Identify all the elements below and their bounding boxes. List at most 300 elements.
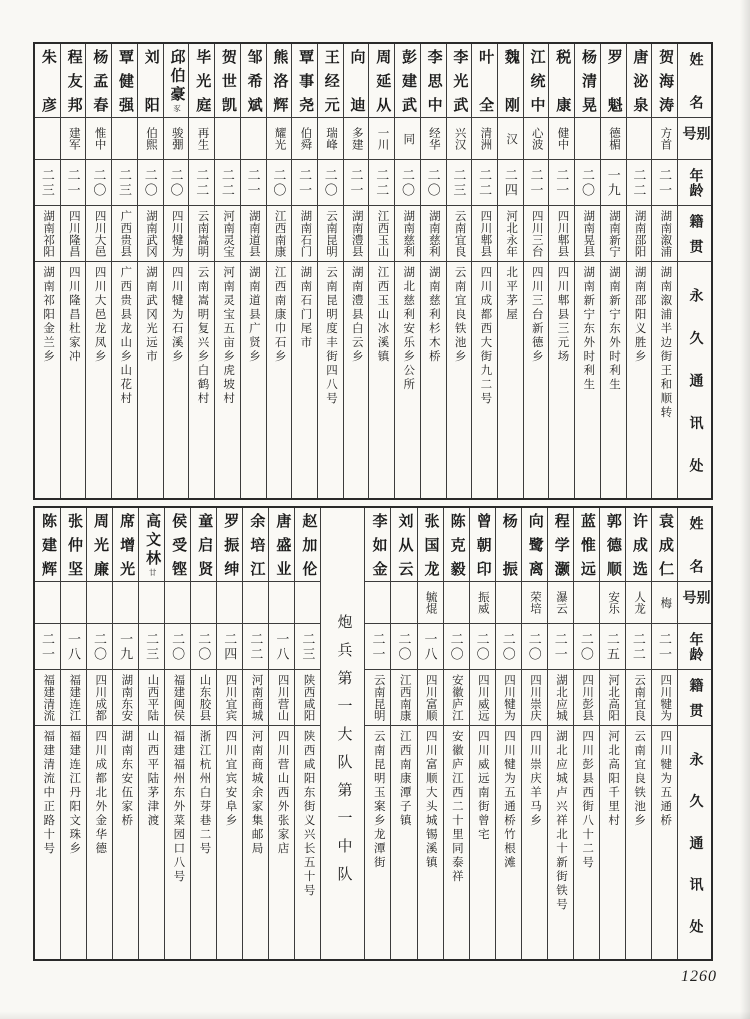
person-origin: 四川宜宾 [224, 674, 237, 721]
address-cell [627, 262, 652, 498]
address-cell [421, 262, 446, 498]
address-cell [295, 726, 320, 959]
origin-cell [165, 670, 190, 726]
person-name: 向迪 [348, 49, 365, 112]
person-address: 四川三台新德乡 [530, 266, 543, 364]
origin-cell [470, 670, 495, 726]
person-origin: 河北永年 [505, 210, 518, 257]
person-origin: 云南宜良 [633, 674, 646, 721]
person-name: 李光武 [451, 49, 468, 112]
person-age: 二一 [552, 631, 568, 662]
age-cell [470, 624, 495, 670]
person-name: 江统中 [528, 49, 545, 112]
name-cell [447, 44, 472, 118]
person-address: 四川成都北外金华德 [94, 730, 107, 856]
person-origin: 湖南东安 [120, 674, 133, 721]
alias-cell [61, 582, 86, 624]
person-address: 云南宜良铁池乡 [633, 730, 646, 828]
person-origin: 云南昆明 [372, 674, 385, 721]
address-cell [215, 262, 240, 498]
address-cell [292, 262, 317, 498]
age-cell [61, 160, 86, 206]
person-column [111, 44, 137, 498]
person-column [574, 44, 600, 498]
person-alias: 惟中 [93, 127, 106, 150]
address-cell [626, 726, 651, 959]
origin-cell [217, 670, 242, 726]
address-cell [138, 262, 163, 498]
person-origin: 四川犍为 [502, 674, 515, 721]
alias-cell [35, 118, 60, 160]
person-age: 二一 [297, 167, 313, 198]
person-name: 罗魁 [605, 49, 622, 112]
column-header-cell [678, 206, 711, 262]
age-cell [652, 160, 677, 206]
person-origin: 河南商城 [250, 674, 263, 721]
person-age: 二一 [245, 167, 261, 198]
origin-cell [61, 670, 86, 726]
alias-cell [191, 582, 216, 624]
origin-cell [627, 206, 652, 262]
person-alias: 瑞峰 [325, 127, 338, 150]
person-origin: 湖南澧县 [350, 210, 363, 257]
person-alias: 心波 [530, 127, 543, 150]
person-column [188, 44, 214, 498]
person-name: 童启贤 [196, 513, 213, 576]
address-cell [189, 262, 214, 498]
alias-cell [574, 582, 599, 624]
person-name: 税康 [554, 49, 571, 112]
person-name: 周延从 [374, 49, 391, 112]
origin-cell [369, 206, 394, 262]
alias-cell [241, 118, 266, 160]
person-age: 二〇 [322, 167, 338, 198]
alias-cell [113, 582, 138, 624]
person-name: 许成选 [630, 513, 647, 576]
person-address: 四川崇庆羊马乡 [528, 730, 541, 828]
alias-cell [496, 582, 521, 624]
name-cell [365, 508, 390, 582]
age-cell [139, 624, 164, 670]
alias-cell [369, 118, 394, 160]
address-cell [35, 262, 60, 498]
person-name: 席增光 [118, 513, 135, 576]
name-cell [269, 508, 294, 582]
person-column [190, 508, 216, 959]
age-cell [365, 624, 390, 670]
person-column [216, 508, 242, 959]
person-name: 陈克毅 [448, 513, 465, 576]
person-age: 二〇 [91, 167, 107, 198]
origin-cell [318, 206, 343, 262]
age-cell [292, 160, 317, 206]
name-cell [601, 44, 626, 118]
address-cell [601, 262, 626, 498]
address-cell [574, 726, 599, 959]
person-name: 余培江 [248, 513, 265, 576]
name-cell [113, 508, 138, 582]
person-alias: 德楣 [607, 127, 620, 150]
origin-cell [524, 206, 549, 262]
person-origin: 河北高阳 [607, 674, 620, 721]
origin-cell [241, 206, 266, 262]
origin-cell [267, 206, 292, 262]
person-origin: 湖南晃县 [582, 210, 595, 257]
name-cell [498, 44, 523, 118]
person-age: 二〇 [448, 631, 464, 662]
person-origin: 四川成都 [94, 674, 107, 721]
person-age: 二一 [657, 167, 673, 198]
address-cell [241, 262, 266, 498]
address-cell [369, 262, 394, 498]
person-address: 云南昆明玉案乡龙潭街 [372, 730, 385, 870]
person-origin: 云南嵩明 [196, 210, 209, 257]
address-cell [35, 726, 60, 959]
person-address: 湖北慈利安乐乡公所 [402, 266, 415, 392]
alias-cell [391, 582, 416, 624]
origin-cell [112, 206, 137, 262]
alias-cell [35, 582, 60, 624]
alias-cell [365, 582, 390, 624]
person-age: 二三 [144, 631, 160, 662]
column-header-cell [678, 624, 711, 670]
person-origin: 湖南溆浦 [659, 210, 672, 257]
person-column [548, 44, 574, 498]
origin-cell [447, 206, 472, 262]
person-address: 浙江杭州白芽巷二号 [198, 730, 211, 856]
address-cell [87, 726, 112, 959]
person-origin: 四川威远 [476, 674, 489, 721]
name-cell [575, 44, 600, 118]
age-cell [269, 624, 294, 670]
address-cell [86, 262, 111, 498]
alias-cell [267, 118, 292, 160]
person-address: 湖北应城卢兴祥北十新街铁号 [555, 730, 568, 912]
person-alias: 建军 [67, 127, 80, 150]
alias-cell [470, 582, 495, 624]
person-age: 二四 [222, 631, 238, 662]
origin-cell [496, 670, 521, 726]
person-age: 二一 [656, 631, 672, 662]
person-column [60, 44, 86, 498]
address-cell [498, 262, 523, 498]
person-alias: 多建 [350, 127, 363, 150]
person-address: 四川隆昌杜家冲 [67, 266, 80, 364]
age-cell [217, 624, 242, 670]
person-address: 云南宜良铁池乡 [453, 266, 466, 364]
age-cell [189, 160, 214, 206]
alias-cell [395, 118, 420, 160]
age-cell [601, 160, 626, 206]
column-header-cell [678, 160, 711, 206]
person-address: 湖南慈利杉木桥 [427, 266, 440, 364]
person-address: 广西贵县龙山乡山花村 [119, 266, 132, 406]
person-alias: 毓焜 [424, 591, 437, 614]
person-alias: 经华 [427, 127, 440, 150]
origin-cell [113, 670, 138, 726]
person-alias: 人龙 [633, 591, 646, 614]
address-cell [267, 262, 292, 498]
person-age: 二〇 [168, 167, 184, 198]
name-cell [627, 44, 652, 118]
person-age: 一八 [274, 631, 290, 662]
roster-table-top [33, 42, 713, 500]
alias-cell [522, 582, 547, 624]
person-column [112, 508, 138, 959]
address-cell [61, 726, 86, 959]
address-cell [470, 726, 495, 959]
person-age: 二二 [477, 167, 493, 198]
person-age: 二二 [374, 167, 390, 198]
name-cell [87, 508, 112, 582]
person-column [390, 508, 416, 959]
person-name: 刘从云 [396, 513, 413, 576]
person-origin: 四川营山 [276, 674, 289, 721]
person-age: 二〇 [526, 631, 542, 662]
age-cell [391, 624, 416, 670]
name-cell [549, 44, 574, 118]
roster-tables [33, 42, 713, 961]
name-annotation: 豕 [172, 104, 182, 112]
name-cell [292, 44, 317, 118]
address-cell [139, 726, 164, 959]
person-name: 向鹭离 [526, 513, 543, 576]
name-cell [652, 508, 677, 582]
alias-cell [626, 582, 651, 624]
age-cell [626, 624, 651, 670]
age-cell [444, 624, 469, 670]
age-cell [191, 624, 216, 670]
origin-cell [344, 206, 369, 262]
origin-cell [444, 670, 469, 726]
person-age: 二〇 [578, 631, 594, 662]
alias-cell [295, 582, 320, 624]
person-alias: 方首 [659, 127, 672, 150]
person-column [291, 44, 317, 498]
person-address: 河南商城余家集邮局 [250, 730, 263, 856]
alias-cell [444, 582, 469, 624]
address-cell [548, 726, 573, 959]
origin-cell [391, 670, 416, 726]
person-age: 二〇 [396, 631, 412, 662]
person-origin: 湖南祁阳 [42, 210, 55, 257]
person-address: 山西平陆茅津渡 [146, 730, 159, 828]
column-header: 籍贯 [687, 214, 703, 253]
address-cell [496, 726, 521, 959]
alias-cell [498, 118, 523, 160]
person-column [417, 508, 443, 959]
person-name: 朱彦 [39, 49, 56, 112]
name-cell [86, 44, 111, 118]
person-origin: 安徽庐江 [450, 674, 463, 721]
address-cell [549, 262, 574, 498]
person-name: 魏刚 [502, 49, 519, 112]
person-column [523, 44, 549, 498]
column-header: 姓名 [687, 516, 703, 573]
person-age: 二〇 [500, 631, 516, 662]
person-name: 唐盛业 [274, 513, 291, 576]
person-age: 二二 [630, 631, 646, 662]
person-address: 湖南道县广贤乡 [247, 266, 260, 364]
person-origin: 江西南康 [273, 210, 286, 257]
address-cell [112, 262, 137, 498]
name-cell [164, 44, 189, 118]
origin-cell [522, 670, 547, 726]
person-column [317, 44, 343, 498]
person-address: 福建福州东外菜园口八号 [172, 730, 185, 884]
name-cell [470, 508, 495, 582]
person-name: 邱伯豪豕 [168, 49, 185, 112]
column-header: 年龄 [687, 168, 703, 197]
alias-cell [472, 118, 497, 160]
alias-cell [217, 582, 242, 624]
person-origin: 江西玉山 [376, 210, 389, 257]
alias-cell [600, 582, 625, 624]
age-cell [61, 624, 86, 670]
person-name: 程友邦 [65, 49, 82, 112]
person-origin: 山西平陆 [146, 674, 159, 721]
name-cell [35, 508, 60, 582]
name-cell [295, 508, 320, 582]
alias-cell [189, 118, 214, 160]
column-header-cell [678, 670, 711, 726]
name-cell [418, 508, 443, 582]
person-column [443, 508, 469, 959]
person-column [164, 508, 190, 959]
person-column [495, 508, 521, 959]
person-name: 周光廉 [92, 513, 109, 576]
name-cell [112, 44, 137, 118]
person-age: 二一 [348, 167, 364, 198]
person-address: 四川大邑龙凤乡 [93, 266, 106, 364]
person-name: 覃事尧 [297, 49, 314, 112]
person-name: 侯受铿 [170, 513, 187, 576]
name-cell [267, 44, 292, 118]
person-age: 二五 [604, 631, 620, 662]
person-age: 二〇 [425, 167, 441, 198]
person-column [368, 44, 394, 498]
person-address: 云南昆明度丰街四八号 [325, 266, 338, 406]
person-age: 二〇 [271, 167, 287, 198]
age-cell [215, 160, 240, 206]
person-name: 邹希斌 [245, 49, 262, 112]
person-origin: 福建清流 [42, 674, 55, 721]
person-origin: 四川犍为 [170, 210, 183, 257]
name-cell [472, 44, 497, 118]
address-cell [600, 726, 625, 959]
person-age: 二〇 [579, 167, 595, 198]
age-cell [164, 160, 189, 206]
address-cell [365, 726, 390, 959]
name-cell [496, 508, 521, 582]
person-alias: 荣培 [528, 591, 541, 614]
alias-cell [87, 582, 112, 624]
name-cell [35, 44, 60, 118]
origin-cell [138, 206, 163, 262]
alias-cell [344, 118, 369, 160]
person-address: 北平茅屋 [505, 266, 518, 322]
person-column [268, 508, 294, 959]
name-cell [165, 508, 190, 582]
person-address: 湖南新宁东外时利生 [607, 266, 620, 392]
person-name: 覃健强 [117, 49, 134, 112]
person-origin: 湖南慈利 [402, 210, 415, 257]
person-column [266, 44, 292, 498]
person-name: 程学灏 [552, 513, 569, 576]
age-cell [243, 624, 268, 670]
person-address: 湖南祁阳金兰乡 [42, 266, 55, 364]
column-header: 年龄 [687, 632, 703, 661]
name-cell [217, 508, 242, 582]
person-column [137, 44, 163, 498]
address-cell [191, 726, 216, 959]
person-address: 四川成都西大街九二号 [479, 266, 492, 406]
person-address: 湖南邵阳义胜乡 [633, 266, 646, 364]
origin-cell [418, 670, 443, 726]
address-cell [652, 726, 677, 959]
origin-cell [575, 206, 600, 262]
person-age: 二〇 [170, 631, 186, 662]
person-address: 湖南新宁东外时利生 [582, 266, 595, 392]
name-cell [600, 508, 625, 582]
alias-cell [165, 582, 190, 624]
person-age: 二三 [300, 631, 316, 662]
address-cell [447, 262, 472, 498]
person-name: 杨振 [500, 513, 517, 576]
person-address: 湖南石门尾市 [299, 266, 312, 350]
person-column [85, 44, 111, 498]
address-cell [61, 262, 86, 498]
name-cell [344, 44, 369, 118]
age-cell [548, 624, 573, 670]
person-name: 陈建辉 [39, 513, 56, 576]
person-alias: 兴汉 [453, 127, 466, 150]
person-name: 高文林廿 [144, 513, 161, 576]
person-name: 唐泌泉 [631, 49, 648, 112]
origin-cell [35, 670, 60, 726]
age-cell [241, 160, 266, 206]
alias-cell [627, 118, 652, 160]
age-cell [369, 160, 394, 206]
person-column [651, 508, 677, 959]
age-cell [113, 624, 138, 670]
age-cell [418, 624, 443, 670]
person-age: 二三 [117, 167, 133, 198]
person-origin: 山东胶县 [198, 674, 211, 721]
person-column [547, 508, 573, 959]
name-cell [574, 508, 599, 582]
name-cell [191, 508, 216, 582]
age-cell [267, 160, 292, 206]
person-address: 四川富顺大头城锡溪镇 [424, 730, 437, 870]
person-age: 二二 [194, 167, 210, 198]
person-origin: 湖南石门 [299, 210, 312, 257]
origin-cell [574, 670, 599, 726]
person-origin: 陕西咸阳 [302, 674, 315, 721]
age-cell [35, 624, 60, 670]
age-cell [86, 160, 111, 206]
person-column [138, 508, 164, 959]
person-column [600, 44, 626, 498]
person-address: 湖南东安伍家桥 [120, 730, 133, 828]
person-column [163, 44, 189, 498]
person-column [651, 44, 677, 498]
age-cell [472, 160, 497, 206]
roster-table-bottom [33, 506, 713, 961]
person-name: 张仲坚 [65, 513, 82, 576]
person-age: 二〇 [474, 631, 490, 662]
person-column [625, 508, 651, 959]
